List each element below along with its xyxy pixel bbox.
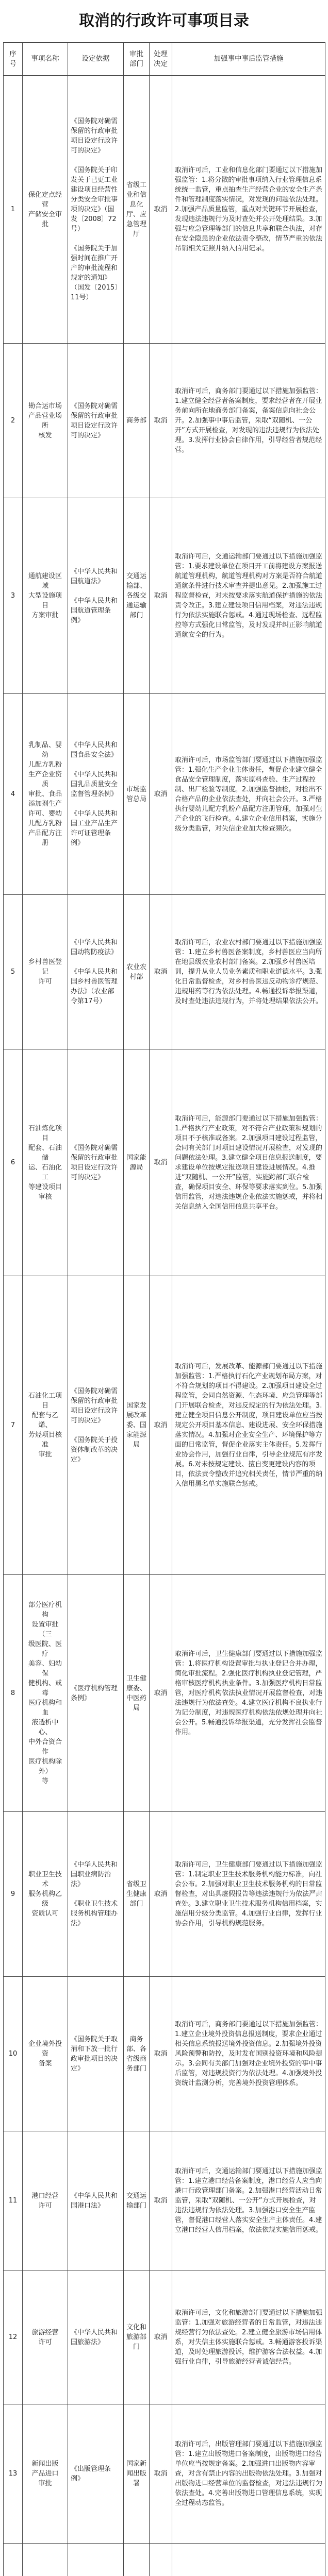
header-basis: 设定依据 (68, 43, 124, 76)
cell-basis: 《出版管理条例》 (68, 2404, 124, 2544)
table-row (4, 2544, 325, 2576)
cell-name: 勘合运市场 产品营业场所 核发 (23, 344, 68, 498)
cell-measures: 取消许可后，卫生健康部门要通过以下措施加强监管：1.制定职业卫生技术服务机构能力标准，向社会公布。2.加强对职业卫生技术服务机构的日常监督检查，对出具虚假报告等违法违规行为依法严肃查处。3.建立职业卫生技术服务机构信用档案，实施信用分级分类监管。4.加强行业自律，发挥行业协会作用，引导机构规范服务。 (172, 1812, 325, 1977)
table-row (4, 895, 325, 1049)
cell-no: 9 (4, 1812, 23, 1977)
header-measures: 加强事中事后监管措施 (172, 43, 325, 76)
cell-no: 2 (4, 344, 23, 498)
cell-basis: 《中华人民共和国航道法》 《中华人民共和国航道管理条例》 (68, 498, 124, 694)
cell-measures (172, 2544, 325, 2576)
table-row (4, 1812, 325, 1977)
cell-dept: 商务部、各省级商务部门 (124, 1977, 150, 2131)
cell-name (23, 2544, 68, 2576)
cell-name: 乡村兽医登记 许可 (23, 895, 68, 1049)
table-row (4, 76, 325, 344)
cell-dept: 国家新闻出版署 (124, 2404, 150, 2544)
cell-no: 1 (4, 76, 23, 344)
cell-decision: 取消 (150, 2270, 172, 2404)
table-header-row (4, 43, 325, 76)
cell-name: 职业卫生技术 服务机构乙级 资质认可 (23, 1812, 68, 1977)
table-row (4, 498, 325, 694)
cell-no: 8 (4, 1575, 23, 1812)
cell-measures: 取消许可后，商务部门要通过以下措施加强监管：1.建立健全经营者备案制度，要求经营者在开展业务前向所在地商务部门备案，备案信息向社会公开。2.加强事中事后监管，采取“双随机、一公开”方式开展检查，对发现的违法违规行为依法处理。3.发挥行业协会自律作用，引导经营者规范经营。 (172, 344, 325, 498)
cell-no: 10 (4, 1977, 23, 2131)
cell-measures: 取消许可后，能源部门要通过以下措施加强监管：1.严格执行产业政策，对不符合产业政策和规划的项目不予核准或备案。2.加强项目建设过程监管，会同有关部门对项目建设情况开展检查，对发现的问题依法处理。3.建立健全项目信息报送制度，要求建设单位按规定报送项目建设进展情况。4.推进“双随机、一公开”监管，实施跨部门联合检查，确保项目安全、环保等要求落实到位。5.加强信用监管，对违法违规企业依法实施惩戒，并将相关信息纳入全国信用信息共享平台。 (172, 1049, 325, 1276)
cell-decision (150, 2544, 172, 2576)
cell-measures: 取消许可后，出版管理部门要通过以下措施加强监管：1.建立出版物进口备案制度，出版物进口经营单位应当按规定备案。2.加强进口出版物内容审查，对含有禁止内容的出版物依法处理。3.加强对出版物进口经营单位的监督检查，对违法违规行为依法查处。4.完善出版物进口管理信息系统，实现全过程动态监管。 (172, 2404, 325, 2544)
cell-dept: 商务部 (124, 344, 150, 498)
cell-decision: 取消 (150, 1977, 172, 2131)
cell-no: 7 (4, 1276, 23, 1575)
cell-basis: 《医疗机构管理条例》 (68, 1575, 124, 1812)
cell-no: 6 (4, 1049, 23, 1276)
cell-dept: 交通运输部、各级交通运输部门 (124, 498, 150, 694)
cell-dept: 卫生健康委、中医药局 (124, 1575, 150, 1812)
table-row (4, 2404, 325, 2544)
cell-decision: 取消 (150, 76, 172, 344)
cell-measures: 取消许可后，卫生健康部门要通过以下措施加强监管：1.将医疗机构设置审批与执业登记合并办理，简化审批流程。2.强化医疗机构执业登记管理，严格审核医疗机构执业条件。3.加强医疗机构日常监管，对医疗机构依法执业情况开展监督检查，对违法违规行为依法查处。4.建立医疗机构不良执业行为记分制度，对违规医疗机构依法依规处理并向社会公开。5.畅通投诉举报渠道，充分发挥社会监督作用。 (172, 1575, 325, 1812)
cell-measures: 取消许可后，工业和信息化部门要通过以下措施加强监管：1.将分散的审批事项纳入行业管理信息系统统一监管，重点抽查生产经营企业的安全生产条件和管理制度落实情况，对发现的问题依法处理。2.加强产品质量监管，重点对关键环节开展检查，发现违法违规行为及时查处并公开处理结果。3.加强与应急管理等部门的信息共享和联合执法，对存在安全隐患的企业依法责令整改，情节严重的依法吊销相关证照并纳入信用记录。 (172, 76, 325, 344)
cell-name: 石油炼化项目 配套、石油储 运、石油化工 等建设项目 审核 (23, 1049, 68, 1276)
cell-basis: 《中华人民共和国职业病防治法》 《职业卫生技术服务机构管理办法》 (68, 1812, 124, 1977)
table-row (4, 1575, 325, 1812)
cell-basis: 《中华人民共和国动物防疫法》 《中华人民共和国乡村兽医管理办法》（农业部令第17号） (68, 895, 124, 1049)
cell-no: 12 (4, 2270, 23, 2404)
cell-dept: 市场监管总局 (124, 694, 150, 895)
cell-basis: 《中华人民共和国旅游法》 (68, 2270, 124, 2404)
table-row (4, 694, 325, 895)
cell-measures: 取消许可后，市场监管部门要通过以下措施加强监管：1.强化生产企业主体责任，督促企业建立健全食品安全管理制度，落实原料查验、生产过程控制、出厂检验等制度。2.加强监督抽检，对检出不合格产品的企业依法查处，并向社会公开。3.严格执行婴幼儿配方乳粉产品配方注册管理，加强对生产企业的飞行检查。4.建立企业信用档案，实施分级分类监管，对失信企业加大检查频次。 (172, 694, 325, 895)
header-no: 序号 (4, 43, 23, 76)
table-body (4, 76, 325, 2576)
header-name: 事项名称 (23, 43, 68, 76)
cell-dept: 国家能源局 (124, 1049, 150, 1276)
cell-name: 乳制品、婴幼 儿配方乳粉 生产企业资质 审批、食品 添加剂生产 许可、婴幼 儿配方乳粉 产品配方注册 (23, 694, 68, 895)
cell-decision: 取消 (150, 895, 172, 1049)
cell-decision: 取消 (150, 1276, 172, 1575)
cell-name: 保化定点经营 产储安全审批 (23, 76, 68, 344)
page-title: 取消的行政许可事项目录 (79, 12, 249, 30)
header-dept: 审批部门 (124, 43, 150, 76)
table-container (0, 42, 328, 2576)
cell-decision: 取消 (150, 1049, 172, 1276)
cell-decision: 取消 (150, 498, 172, 694)
cell-dept: 文化和旅游部门 (124, 2270, 150, 2404)
cell-basis: 《国务院对确需保留的行政审批项目设定行政许可的决定》 (68, 344, 124, 498)
cell-dept: 省级工业和信息化厅、应急管理厅 (124, 76, 150, 344)
cell-decision: 取消 (150, 2404, 172, 2544)
cell-name: 新闻出版 产品进口 审批 (23, 2404, 68, 2544)
cell-measures: 取消许可后，发展改革、能源部门要通过以下措施加强监管：1.严格执行石化产业规划布局方案，对不符合规划的项目不得建设。2.加强项目建设全过程监管，会同自然资源、生态环境、应急管理等部门开展联合检查，对违反规定的行为依法处理。3.建立健全项目信息公开制度，项目建设单位应当按规定公开项目基本信息、建设进展、安全环保措施落实情况。4.加强对企业安全生产、环境保护等方面的日常监管，督促企业落实主体责任。5.发挥行业协会作用，加强行业自律，引导企业规范有序发展。6.对未按规定建设、擅自变更建设内容的项目，依法责令整改并追究相关责任，情节严重的纳入信用黑名单实施联合惩戒。 (172, 1276, 325, 1575)
cell-dept (124, 2544, 150, 2576)
cell-no: 11 (4, 2131, 23, 2270)
cell-name: 部分医疗机构 设置审批（三 级医院、医疗 美容、妇幼保 健机构、戒毒 医疗机构和血 液透析中心、 中外合资合作 医疗机构除外） 等 (23, 1575, 68, 1812)
cell-dept: 国家发展改革委、国家能源局 (124, 1276, 150, 1575)
table-row (4, 1977, 325, 2131)
cell-decision: 取消 (150, 694, 172, 895)
cell-name: 港口经营 许可 (23, 2131, 68, 2270)
header-decision: 处理决定 (150, 43, 172, 76)
cell-basis (68, 2544, 124, 2576)
table-row (4, 2131, 325, 2270)
cell-no: 13 (4, 2404, 23, 2544)
cell-dept: 交通运输部门 (124, 2131, 150, 2270)
cell-basis: 《国务院关于取消和下放一批行政审批项目的决定》 (68, 1977, 124, 2131)
cell-measures: 取消许可后，商务部门要通过以下措施加强监管：1.建立企业境外投资信息报送制度，要求企业通过相关信息系统报送境外投资信息。2.加强境外投资风险预警和防控，及时发布国别投资环境和风险提示。3.会同有关部门加强对企业境外投资的事中事后监管，对违规投资行为依法处理。4.加强境外投资统计监测分析，完善境外投资管理体系。 (172, 1977, 325, 2131)
cell-measures: 取消许可后，农业农村部门要通过以下措施加强监管：1.建立乡村兽医备案制度，乡村兽医应当向所在地县级农业农村部门备案。2.加强乡村兽医培训，提升从业人员业务素质和职业道德水平。3.强化日常监督检查，对乡村兽医违反动物诊疗规范、违规用药等行为依法处理。4.畅通投诉举报渠道，及时查处违法违规行为，并将处理结果依法公开。 (172, 895, 325, 1049)
table-row (4, 1276, 325, 1575)
catalog-table (3, 42, 325, 2576)
cell-no (4, 2544, 23, 2576)
cell-measures: 取消许可后，交通运输部门要通过以下措施加强监管：1.建立港口经营备案制度，港口经营人应当向港口行政管理部门备案。2.加强港口经营活动日常监管，采取“双随机、一公开”方式开展检查，对违法违规行为依法处理。3.加强港口安全生产监管，督促港口经营人落实安全生产主体责任。4.建立港口经营人信用档案，依法依规实施信用惩戒。 (172, 2131, 325, 2270)
cell-decision: 取消 (150, 344, 172, 498)
cell-name: 企业境外投资 备案 (23, 1977, 68, 2131)
cell-no: 5 (4, 895, 23, 1049)
cell-measures: 取消许可后，文化和旅游部门要通过以下措施加强监管：1.加强对旅游经营者的日常监管，对违法违规经营行为依法查处。2.建立健全旅游市场信用体系，对失信主体实施联合惩戒。3.畅通游客投诉渠道，及时处理旅游投诉，维护游客合法权益。4.加强行业自律，引导旅游经营者诚信经营。 (172, 2270, 325, 2404)
cell-name: 旅游经营 许可 (23, 2270, 68, 2404)
cell-basis: 《中华人民共和国食品安全法》 《中华人民共和国乳品质量安全监督管理条例》 《中华人民共和国工业产品生产许可证管理条例》 (68, 694, 124, 895)
cell-decision: 取消 (150, 1575, 172, 1812)
table-row (4, 2270, 325, 2404)
table-row (4, 344, 325, 498)
cell-decision: 取消 (150, 1812, 172, 1977)
cell-dept: 省级卫生健康部门 (124, 1812, 150, 1977)
cell-basis: 《国务院对确需保留的行政审批项目设定行政许可的决定》 (68, 1049, 124, 1276)
cell-basis: 《中华人民共和国港口法》 (68, 2131, 124, 2270)
table-row (4, 1049, 325, 1276)
cell-basis: 《国务院对确需保留的行政审批项目设定行政许可的决定》 《国务院关于投资体制改革的决定》 (68, 1276, 124, 1575)
cell-no: 3 (4, 498, 23, 694)
cell-name: 石油化工项目 配套与乙烯、 芳烃项目核准 审批 (23, 1276, 68, 1575)
cell-name: 通航建设区域 大型设施项目 方案审批 (23, 498, 68, 694)
cell-decision: 取消 (150, 2131, 172, 2270)
cell-dept: 农业农村部 (124, 895, 150, 1049)
cell-no: 4 (4, 694, 23, 895)
cell-measures: 取消许可后，交通运输部门要通过以下措施加强监管：1.要求建设单位在项目开工前将建设方案报送航道管理机构，航道管理机构对方案是否符合航道通航条件进行技术审查并提出意见。2.加强施工过程监督检查，对未按要求落实航道保护措施的依法责令改正。3.建立建设项目信用档案，对违法违规行为依法实施联合惩戒。4.通过现场检查、远程监控等方式强化日常监管，及时发现并纠正影响航道通航安全的行为。 (172, 498, 325, 694)
cell-basis: 《国务院对确需保留的行政审批项目设定行政许可的决定》 《国务院关于印发关于已更工业建设项目经营性分类安全审批事项的决定》（国发〔2008〕72号） 《国务院关于加强时间在推广开产的审批流程和规定的通知》（国发〔2015〕11号） (68, 76, 124, 344)
